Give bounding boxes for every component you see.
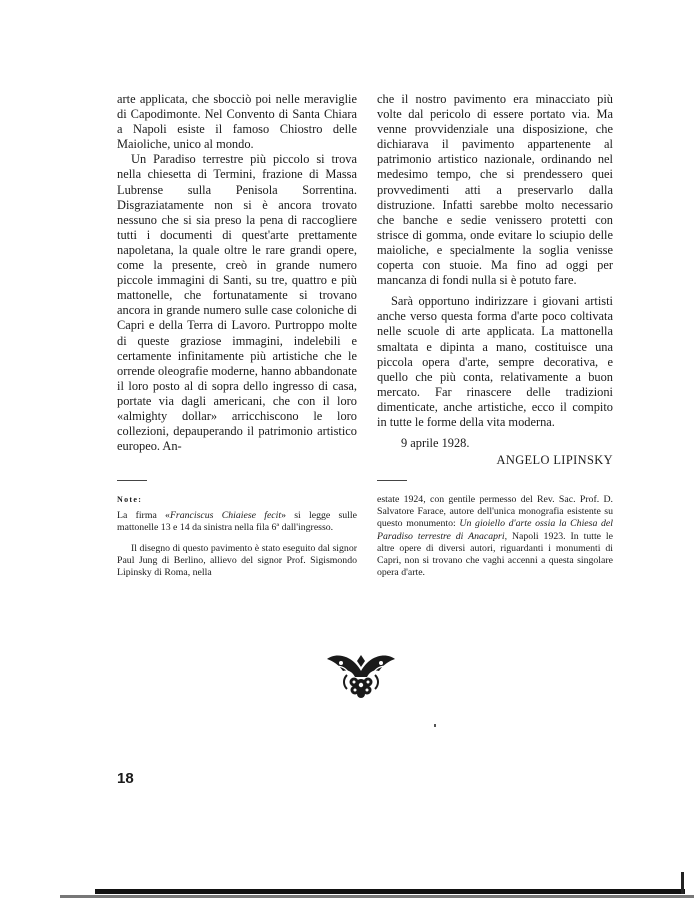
footnote-monograph (377, 494, 613, 579)
footnote-monograph-end: , Napoli 1923. In tutte le altre opere di diversi autori, riguardanti i monumenti di Capri, non si trovano che vaghi accenni a questa singolare opera d'arte. (377, 530, 613, 579)
footnote-signature-start: La firma « (117, 510, 170, 522)
paragraph-pavement-threat: che il nostro pavimento era minacciato più volte dal pericolo di essere portato via. Ma venne provvidenziale una disposizione, che dichiarava il pavimento appartenente al patrimonio artistico nazionale, ordinando nel medesimo tempo, che si prendessero quei provvedimenti atti a preservarlo dalla distruzione. Infatti sarebbe molto necessario che banche e sedie venissero protetti con strisce di gomma, onde evitare lo sciupio delle maioliche, e specialmente la soglia venisse coperta con stuoie. Ma fino ad oggi per mancanza di fondi nulla si è potuto fare. (377, 92, 613, 288)
left-footnote-divider (117, 480, 147, 481)
page-bottom-edge (95, 889, 685, 894)
paragraph-termini: Un Paradiso terrestre più piccolo si trova nella chiesetta di Termini, frazione di Massa Lubrense sulla Penisola Sorrentina. Disgraziatamente non si è ancora trovato nessuno che si sia preso la pena di raccogliere tutti i documenti di quest'arte prettamente napoletana, la quale oltre le rare grandi opere, come la presente, creò in grande numero piccole immagini di Santi, su tre, quattro e più mattonelle, che fortunatamente si trovano ancora in grande numero sulle case coloniche di Capri e della Terra di Lavoro. Purtroppo molte di queste graziose immagini, indelebili e certamente infinitamente più artistiche che le orrende oleografie moderne, hanno abbandonate il loro posto al di sopra dello ingresso di casa, portate via dagli americani, che con il loro «almighty dollar» arricchiscono le loro collezioni, depauperando il patrimonio artistico europeo. An- (117, 152, 357, 454)
footnote-monograph-start: estate 1924, con gentile permesso del Rev. Sac. Prof. D. Salvatore Farace, autore dell'unica monografia esistente su questo monumento: (377, 494, 613, 530)
page-bottom-shadow (60, 895, 694, 898)
page-corner-mark (681, 872, 684, 894)
author-signature: ANGELO LIPINSKY (496, 453, 613, 468)
paragraph-capodimonte: arte applicata, che sbocciò poi nelle meraviglie di Capodimonte. Nel Convento di Santa Chiara a Napoli esiste il famoso Chiostro delle Maioliche, unico al mondo. (117, 92, 357, 152)
left-text-column (117, 92, 357, 454)
notes-heading: Note: (117, 495, 143, 504)
footnote-signature-name: Franciscus Chiaiese fecit (169, 510, 282, 522)
footnote-signature-end: » si legge sulle mattonelle 13 e 14 da sinistra nella fila 6ª dall'ingresso. (117, 510, 357, 534)
footnote-signature (117, 510, 357, 534)
paragraph-young-artists: Sarà opportuno indirizzare i giovani artisti anche verso questa forma d'arte poco coltivata nelle scuole di arte applicata. La mattonella smaltata e dipinta a mano, costituisce una piccola opera d'arte, sempre decorativa, e quello che più conta, relativamente a buon mercato. Far rinascere delle tradizioni dimenticate, anche artistiche, ecco il compito in tutte le forme della vita moderna. (377, 294, 613, 429)
print-speck (434, 724, 436, 727)
footnotes-right (377, 494, 613, 579)
footnote-drawing: Il disegno di questo pavimento è stato eseguito dal signor Paul Jung di Berlino, allievo del signor Prof. Sigismondo Lipinsky di Roma, nella (117, 542, 357, 579)
floral-ornament-icon (325, 651, 397, 699)
article-date: 9 aprile 1928. (401, 436, 470, 451)
footnotes-left (117, 494, 357, 579)
page-number: 18 (117, 770, 134, 787)
footnote-monograph-title: Un gioiello d'arte ossia la Chiesa del Paradiso terrestre di Anacapri (377, 518, 613, 542)
right-text-column (377, 92, 613, 468)
right-footnote-divider (377, 480, 407, 481)
